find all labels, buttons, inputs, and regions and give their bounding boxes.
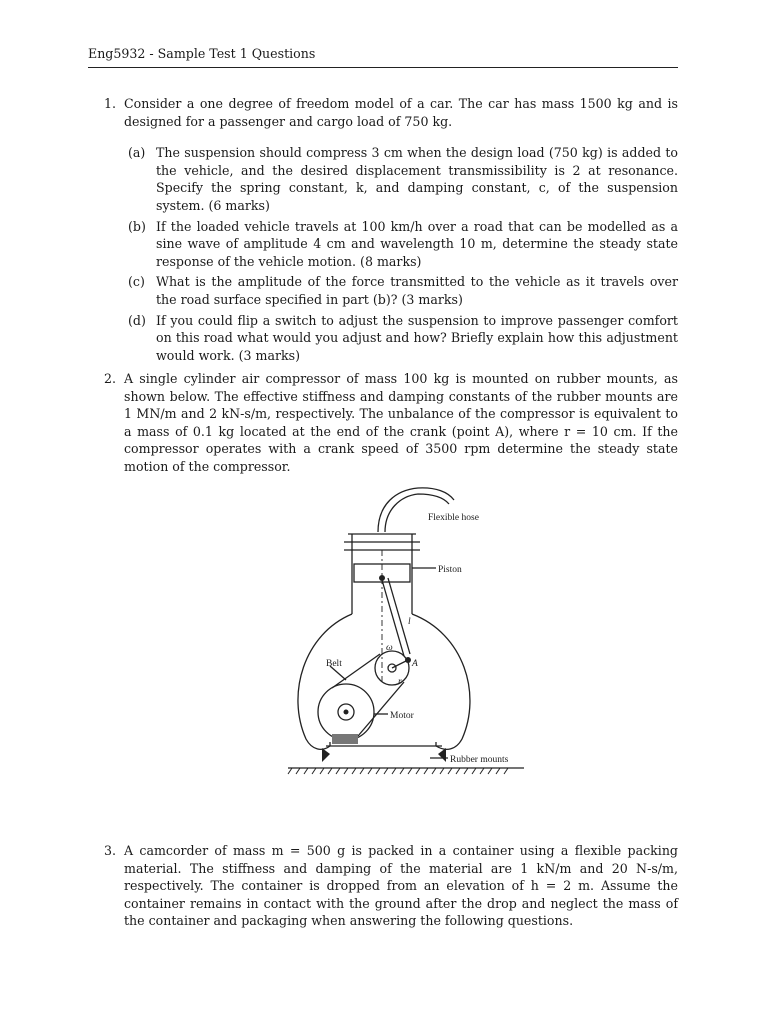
label-radius: r	[398, 677, 402, 687]
part-label: (c)	[128, 274, 145, 290]
label-omega: ω	[386, 643, 393, 653]
question-part-a	[104, 144, 678, 214]
question-parts	[104, 144, 678, 364]
part-text: If you could flip a switch to adjust the suspension to improve passenger comfort on this road what would you adjust and how? Briefly explain how this adjustment would work. (3 marks)	[156, 312, 678, 363]
question-2	[104, 370, 678, 476]
question-part-d	[104, 312, 678, 365]
question-number: 3.	[104, 843, 117, 858]
part-label: (a)	[128, 145, 146, 161]
compressor-figure	[286, 484, 526, 784]
label-rubber-mounts: Rubber mounts	[450, 755, 509, 765]
part-label: (b)	[128, 218, 146, 234]
part-text: What is the amplitude of the force transmitted to the vehicle as it travels over the road surface specified in part (b)? (3 marks)	[156, 274, 678, 307]
rubber-mount-right	[438, 748, 446, 762]
part-label: (d)	[128, 312, 146, 328]
page-header	[88, 45, 678, 68]
label-flexible-hose: Flexible hose	[428, 513, 479, 523]
question-text: A single cylinder air compressor of mass 100 kg is mounted on rubber mounts, as shown below. The effective stiffness and damping constants of the rubber mounts are 1 MN/m and 2 kN-s/m, respectively. The unbalance of the compressor is equivalent to a mass of 0.1 kg located at the end of the crank (point A), where r = 10 cm. If the compressor operates with a crank speed of 3500 rpm determine the steady state motion of the compressor.	[124, 371, 678, 474]
label-point-a: A	[412, 659, 418, 669]
question-part-b	[104, 218, 678, 271]
compressor-diagram	[286, 484, 526, 784]
question-number: 2.	[104, 371, 117, 386]
question-text: Consider a one degree of freedom model of a car. The car has mass 1500 kg and is designed for a passenger and cargo load of 750 kg.	[124, 96, 678, 129]
label-rod-length: l	[408, 617, 411, 627]
header-title: Eng5932 - Sample Test 1 Questions	[88, 46, 316, 61]
question-1	[104, 95, 678, 367]
question-part-c	[104, 273, 678, 308]
question-number: 1.	[104, 96, 117, 111]
question-text: A camcorder of mass m = 500 g is packed in a container using a flexible packing material. The stiffness and damping of the material are 1 kN/m and 20 N-s/m, respectively. The container is dropped from an elevation of h = 2 m. Assume the container remains in contact with the ground after the drop and neglect the mass of the container and packaging when answering the following questions.	[124, 843, 678, 929]
label-piston: Piston	[438, 565, 462, 575]
part-text: If the loaded vehicle travels at 100 km/h over a road that can be modelled as a sine wave of amplitude 4 cm and wavelength 10 m, determine the steady state response of the vehicle motion. (8 marks)	[156, 218, 678, 269]
label-motor: Motor	[390, 711, 414, 721]
label-belt: Belt	[326, 659, 342, 669]
question-3	[104, 842, 678, 930]
rubber-mount-left	[322, 748, 330, 762]
part-text: The suspension should compress 3 cm when the design load (750 kg) is added to the vehicle, and the desired displacement transmissibility is 2 at resonance. Specify the spring constant, k, and damping constant, c, of the suspension system. (6 marks)	[156, 145, 678, 213]
